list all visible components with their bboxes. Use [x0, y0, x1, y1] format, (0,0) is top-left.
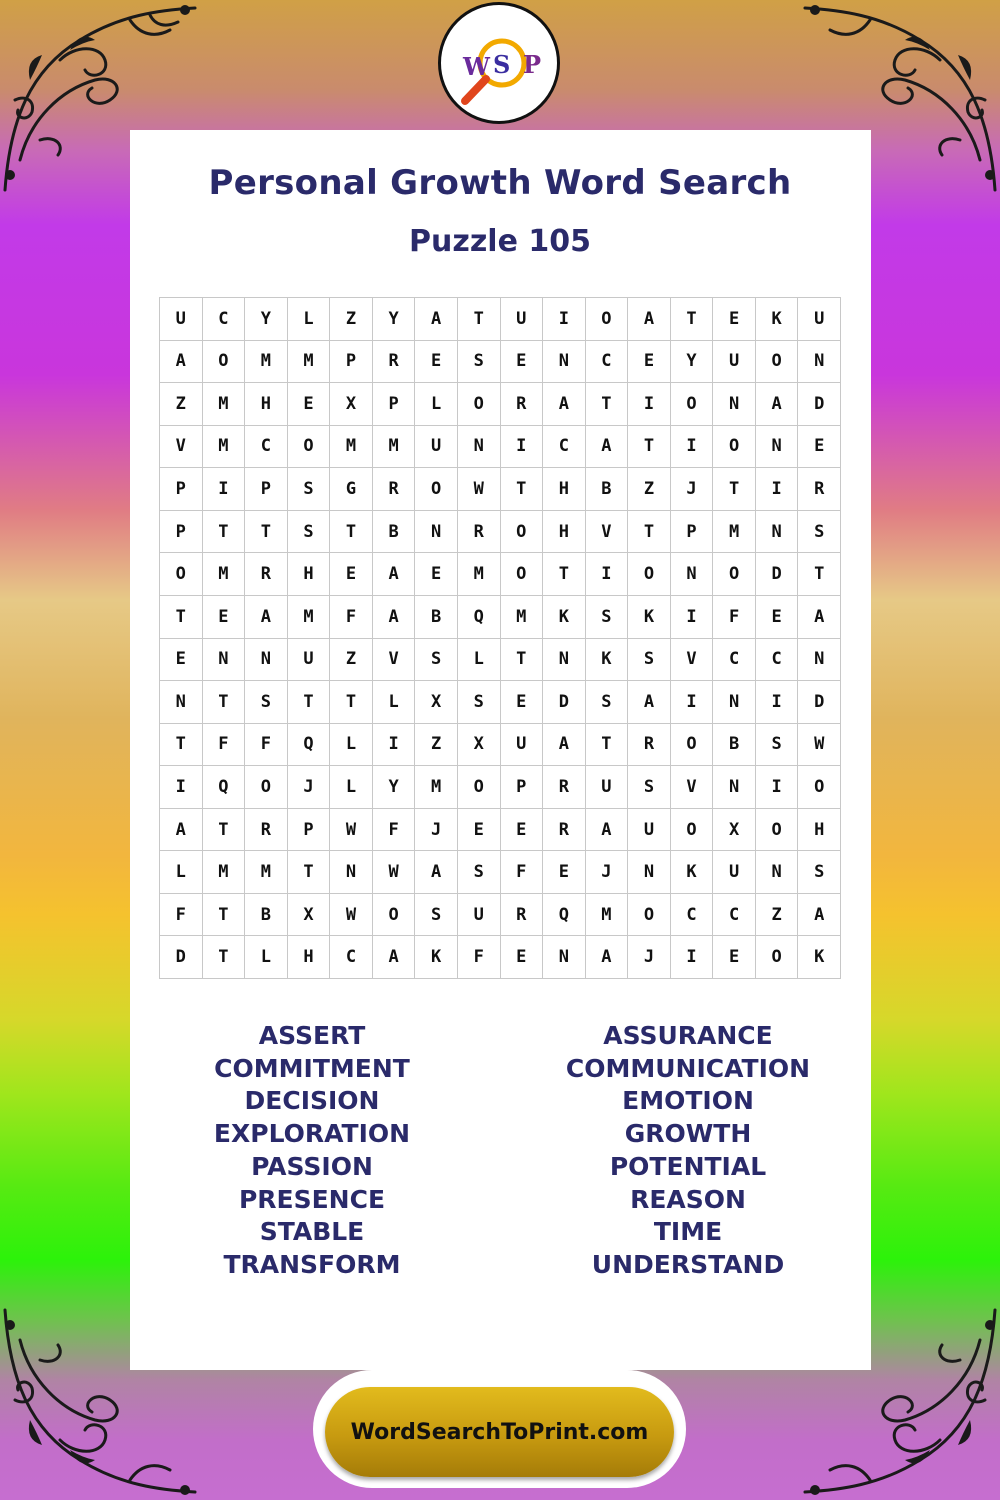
grid-cell[interactable]: A	[798, 894, 841, 937]
grid-cell[interactable]: U	[798, 298, 841, 341]
website-button[interactable]: WordSearchToPrint.com	[325, 1387, 674, 1477]
grid-cell[interactable]: A	[798, 596, 841, 639]
grid-cell[interactable]: Z	[628, 468, 671, 511]
grid-cell[interactable]: N	[160, 681, 203, 724]
grid-cell[interactable]: T	[713, 468, 756, 511]
word-list-item: PASSION	[251, 1151, 373, 1181]
grid-cell[interactable]: K	[628, 596, 671, 639]
word-list-item: PRESENCE	[238, 1184, 386, 1214]
grid-cell[interactable]: Y	[245, 298, 288, 341]
grid-cell[interactable]: O	[671, 724, 714, 767]
grid-cell[interactable]: N	[671, 553, 714, 596]
grid-cell[interactable]: O	[160, 553, 203, 596]
grid-cell[interactable]: T	[160, 724, 203, 767]
grid-cell[interactable]: E	[415, 341, 458, 384]
grid-cell[interactable]: S	[288, 511, 331, 554]
grid-cell[interactable]: Z	[160, 383, 203, 426]
grid-cell[interactable]: N	[203, 639, 246, 682]
word-list-item: ASSERT	[258, 1021, 366, 1050]
grid-cell[interactable]: H	[288, 553, 331, 596]
grid-cell[interactable]: M	[330, 426, 373, 469]
grid-cell[interactable]: X	[415, 681, 458, 724]
word-list-item: COMMUNICATION	[565, 1053, 811, 1083]
grid-cell[interactable]: S	[586, 681, 629, 724]
grid-cell[interactable]: N	[713, 766, 756, 809]
grid-cell[interactable]: Y	[373, 298, 416, 341]
grid-cell[interactable]: T	[586, 724, 629, 767]
grid-cell[interactable]: N	[756, 426, 799, 469]
grid-cell[interactable]: I	[671, 681, 714, 724]
grid-cell[interactable]: R	[543, 809, 586, 852]
grid-cell[interactable]: F	[458, 936, 501, 979]
grid-cell[interactable]: O	[756, 809, 799, 852]
grid-cell[interactable]: K	[756, 298, 799, 341]
grid-cell[interactable]: C	[330, 936, 373, 979]
grid-cell[interactable]: M	[713, 511, 756, 554]
grid-cell[interactable]: I	[756, 681, 799, 724]
grid-cell[interactable]: P	[160, 511, 203, 554]
grid-cell[interactable]: R	[501, 894, 544, 937]
grid-cell[interactable]: T	[501, 468, 544, 511]
grid-cell[interactable]: E	[713, 936, 756, 979]
grid-cell[interactable]: O	[501, 511, 544, 554]
grid-cell[interactable]: K	[415, 936, 458, 979]
grid-cell[interactable]: L	[330, 724, 373, 767]
grid-cell[interactable]: N	[756, 851, 799, 894]
grid-cell[interactable]: S	[458, 341, 501, 384]
grid-cell[interactable]: P	[160, 468, 203, 511]
grid-cell[interactable]: Q	[203, 766, 246, 809]
grid-cell[interactable]: U	[628, 809, 671, 852]
grid-cell[interactable]: M	[458, 553, 501, 596]
magnifier-icon	[441, 5, 557, 121]
grid-cell[interactable]: B	[713, 724, 756, 767]
grid-cell[interactable]: H	[288, 936, 331, 979]
grid-cell[interactable]: N	[798, 639, 841, 682]
grid-cell[interactable]: E	[203, 596, 246, 639]
grid-cell[interactable]: A	[160, 809, 203, 852]
word-list-item: STABLE	[259, 1217, 365, 1247]
grid-cell[interactable]: E	[288, 383, 331, 426]
grid-cell[interactable]: S	[415, 639, 458, 682]
grid-cell[interactable]: P	[288, 809, 331, 852]
grid-cell[interactable]: T	[330, 681, 373, 724]
grid-cell[interactable]: T	[458, 298, 501, 341]
grid-cell[interactable]: J	[288, 766, 331, 809]
grid-cell[interactable]: T	[543, 553, 586, 596]
word-list-left	[122, 1020, 502, 1282]
grid-cell[interactable]: D	[756, 553, 799, 596]
grid-cell[interactable]: I	[501, 426, 544, 469]
grid-cell[interactable]: L	[458, 639, 501, 682]
grid-cell[interactable]: H	[543, 511, 586, 554]
grid-cell[interactable]: C	[756, 639, 799, 682]
word-list-item: COMMITMENT	[214, 1053, 410, 1083]
grid-cell[interactable]: C	[586, 341, 629, 384]
grid-cell[interactable]: A	[586, 809, 629, 852]
grid-cell[interactable]: R	[245, 553, 288, 596]
grid-cell[interactable]: N	[713, 681, 756, 724]
grid-cell[interactable]: F	[203, 724, 246, 767]
grid-cell[interactable]: L	[160, 851, 203, 894]
grid-cell[interactable]: C	[671, 894, 714, 937]
grid-cell[interactable]: T	[203, 936, 246, 979]
grid-cell[interactable]: C	[245, 426, 288, 469]
grid-cell[interactable]: M	[373, 426, 416, 469]
grid-cell[interactable]: M	[203, 426, 246, 469]
grid-cell[interactable]: U	[415, 426, 458, 469]
grid-cell[interactable]: O	[458, 766, 501, 809]
grid-cell[interactable]: Z	[415, 724, 458, 767]
word-list-item: REASON	[630, 1184, 746, 1214]
grid-cell[interactable]: C	[713, 639, 756, 682]
grid-cell[interactable]: O	[756, 341, 799, 384]
grid-cell[interactable]: Q	[543, 894, 586, 937]
grid-cell[interactable]: M	[245, 851, 288, 894]
grid-cell[interactable]: W	[330, 894, 373, 937]
grid-cell[interactable]: Z	[756, 894, 799, 937]
grid-cell[interactable]: M	[203, 383, 246, 426]
grid-cell[interactable]: I	[586, 553, 629, 596]
grid-cell[interactable]: F	[330, 596, 373, 639]
grid-cell[interactable]: S	[458, 681, 501, 724]
grid-cell[interactable]: J	[628, 936, 671, 979]
grid-cell[interactable]: C	[543, 426, 586, 469]
grid-cell[interactable]: V	[586, 511, 629, 554]
grid-cell[interactable]: V	[160, 426, 203, 469]
grid-cell[interactable]: N	[415, 511, 458, 554]
grid-cell[interactable]: A	[415, 298, 458, 341]
grid-cell[interactable]: E	[713, 298, 756, 341]
grid-cell[interactable]: T	[203, 681, 246, 724]
grid-cell[interactable]: A	[756, 383, 799, 426]
grid-cell[interactable]: L	[288, 298, 331, 341]
grid-cell[interactable]: X	[288, 894, 331, 937]
grid-cell[interactable]: O	[458, 383, 501, 426]
grid-cell[interactable]: N	[458, 426, 501, 469]
grid-cell[interactable]: S	[458, 851, 501, 894]
grid-cell[interactable]: R	[245, 809, 288, 852]
word-list-right	[498, 1020, 878, 1282]
grid-cell[interactable]: B	[245, 894, 288, 937]
grid-cell[interactable]: H	[543, 468, 586, 511]
grid-cell[interactable]: K	[671, 851, 714, 894]
grid-cell[interactable]: K	[543, 596, 586, 639]
grid-cell[interactable]: A	[160, 341, 203, 384]
grid-cell[interactable]: W	[798, 724, 841, 767]
grid-cell[interactable]: N	[330, 851, 373, 894]
grid-cell[interactable]: T	[203, 894, 246, 937]
grid-cell[interactable]: T	[330, 511, 373, 554]
grid-cell[interactable]: F	[245, 724, 288, 767]
grid-cell[interactable]: N	[798, 341, 841, 384]
grid-cell[interactable]: K	[798, 936, 841, 979]
grid-cell[interactable]: O	[203, 341, 246, 384]
grid-cell[interactable]: O	[671, 383, 714, 426]
grid-cell[interactable]: M	[203, 553, 246, 596]
grid-cell[interactable]: D	[160, 936, 203, 979]
wsp-logo[interactable]	[438, 2, 560, 124]
grid-cell[interactable]: H	[798, 809, 841, 852]
grid-cell[interactable]: F	[373, 809, 416, 852]
grid-cell[interactable]: R	[798, 468, 841, 511]
grid-cell[interactable]: F	[713, 596, 756, 639]
grid-cell[interactable]: C	[203, 298, 246, 341]
grid-cell[interactable]: E	[628, 341, 671, 384]
logo-letter-s: S	[493, 50, 511, 79]
grid-cell[interactable]: T	[160, 596, 203, 639]
grid-cell[interactable]: S	[798, 511, 841, 554]
grid-cell[interactable]: O	[628, 894, 671, 937]
grid-cell[interactable]: X	[713, 809, 756, 852]
grid-cell[interactable]: T	[203, 511, 246, 554]
grid-cell[interactable]: O	[713, 426, 756, 469]
grid-cell[interactable]: U	[501, 298, 544, 341]
grid-cell[interactable]: R	[501, 383, 544, 426]
grid-cell[interactable]: S	[756, 724, 799, 767]
grid-cell[interactable]: S	[288, 468, 331, 511]
grid-cell[interactable]: R	[373, 341, 416, 384]
grid-cell[interactable]: A	[245, 596, 288, 639]
grid-cell[interactable]: W	[330, 809, 373, 852]
grid-cell[interactable]: T	[671, 298, 714, 341]
grid-cell[interactable]: F	[160, 894, 203, 937]
grid-cell[interactable]: Q	[288, 724, 331, 767]
grid-cell[interactable]: M	[501, 596, 544, 639]
grid-cell[interactable]: Z	[330, 298, 373, 341]
grid-cell[interactable]: X	[458, 724, 501, 767]
grid-cell[interactable]: S	[628, 766, 671, 809]
grid-cell[interactable]: T	[628, 426, 671, 469]
grid-cell[interactable]: O	[798, 766, 841, 809]
grid-cell[interactable]: Y	[373, 766, 416, 809]
grid-cell[interactable]: L	[330, 766, 373, 809]
grid-cell[interactable]: D	[798, 681, 841, 724]
grid-cell[interactable]: I	[160, 766, 203, 809]
grid-cell[interactable]: Y	[671, 341, 714, 384]
grid-cell[interactable]: R	[458, 511, 501, 554]
grid-cell[interactable]: O	[628, 553, 671, 596]
grid-cell[interactable]: E	[330, 553, 373, 596]
grid-cell[interactable]: T	[203, 809, 246, 852]
puzzle-number: Puzzle 105	[409, 224, 591, 259]
word-list-item: DECISION	[244, 1086, 380, 1116]
grid-cell[interactable]: I	[628, 383, 671, 426]
grid-cell[interactable]: N	[756, 511, 799, 554]
grid-cell[interactable]: T	[245, 511, 288, 554]
grid-cell[interactable]: T	[501, 639, 544, 682]
word-list-item: UNDERSTAND	[591, 1249, 785, 1279]
grid-cell[interactable]: U	[713, 851, 756, 894]
word-list-item: EMOTION	[622, 1086, 754, 1116]
grid-cell[interactable]: V	[671, 639, 714, 682]
grid-cell[interactable]: U	[713, 341, 756, 384]
grid-cell[interactable]: E	[501, 681, 544, 724]
grid-cell[interactable]: Q	[458, 596, 501, 639]
grid-cell[interactable]: M	[203, 851, 246, 894]
grid-cell[interactable]: N	[543, 936, 586, 979]
grid-cell[interactable]: O	[756, 936, 799, 979]
grid-cell[interactable]: P	[501, 766, 544, 809]
grid-cell[interactable]: B	[415, 596, 458, 639]
word-list-item: POTENTIAL	[609, 1151, 767, 1181]
grid-cell[interactable]: N	[543, 341, 586, 384]
grid-cell[interactable]: U	[586, 766, 629, 809]
grid-cell[interactable]: I	[756, 766, 799, 809]
grid-cell[interactable]: M	[586, 894, 629, 937]
grid-cell[interactable]: E	[798, 426, 841, 469]
grid-cell[interactable]: U	[160, 298, 203, 341]
letter-grid	[159, 297, 841, 979]
grid-cell[interactable]: U	[501, 724, 544, 767]
footer-badge	[313, 1370, 686, 1488]
grid-cell[interactable]: N	[628, 851, 671, 894]
grid-cell[interactable]: M	[245, 341, 288, 384]
grid-cell[interactable]: O	[586, 298, 629, 341]
grid-cell[interactable]: M	[415, 766, 458, 809]
grid-cell[interactable]: G	[330, 468, 373, 511]
grid-cell[interactable]: O	[713, 553, 756, 596]
logo-letter-w: W	[463, 52, 490, 81]
word-list-item: ASSURANCE	[603, 1021, 773, 1050]
grid-cell[interactable]: D	[798, 383, 841, 426]
grid-cell[interactable]: O	[671, 809, 714, 852]
grid-cell[interactable]: O	[373, 894, 416, 937]
logo-letter-p: P	[523, 50, 542, 79]
grid-cell[interactable]: J	[415, 809, 458, 852]
grid-cell[interactable]: Z	[330, 639, 373, 682]
grid-cell[interactable]: B	[586, 468, 629, 511]
grid-cell[interactable]: A	[373, 553, 416, 596]
grid-cell[interactable]: T	[288, 851, 331, 894]
grid-cell[interactable]: W	[458, 468, 501, 511]
grid-cell[interactable]: S	[586, 596, 629, 639]
grid-cell[interactable]: D	[543, 681, 586, 724]
grid-cell[interactable]: A	[586, 936, 629, 979]
grid-cell[interactable]: T	[798, 553, 841, 596]
grid-cell[interactable]: I	[543, 298, 586, 341]
grid-cell[interactable]: O	[288, 426, 331, 469]
grid-cell[interactable]: A	[415, 851, 458, 894]
grid-cell[interactable]: R	[628, 724, 671, 767]
grid-cell[interactable]: O	[245, 766, 288, 809]
grid-cell[interactable]: E	[160, 639, 203, 682]
grid-cell[interactable]: L	[373, 681, 416, 724]
page-title: Personal Growth Word Search	[208, 163, 792, 203]
grid-cell[interactable]: S	[628, 639, 671, 682]
grid-cell[interactable]: S	[415, 894, 458, 937]
grid-cell[interactable]: A	[628, 681, 671, 724]
grid-cell[interactable]: X	[330, 383, 373, 426]
grid-cell[interactable]: S	[798, 851, 841, 894]
grid-cell[interactable]: E	[756, 596, 799, 639]
grid-cell[interactable]: P	[373, 383, 416, 426]
grid-cell[interactable]: E	[501, 809, 544, 852]
grid-cell[interactable]: E	[501, 936, 544, 979]
grid-cell[interactable]: A	[586, 426, 629, 469]
grid-cell[interactable]: B	[373, 511, 416, 554]
grid-cell[interactable]: N	[543, 639, 586, 682]
grid-cell[interactable]: U	[288, 639, 331, 682]
grid-cell[interactable]: T	[288, 681, 331, 724]
grid-cell[interactable]: A	[543, 724, 586, 767]
grid-cell[interactable]: J	[671, 468, 714, 511]
grid-cell[interactable]: A	[373, 936, 416, 979]
grid-cell[interactable]: L	[245, 936, 288, 979]
grid-cell[interactable]: V	[373, 639, 416, 682]
grid-cell[interactable]: R	[543, 766, 586, 809]
grid-cell[interactable]: L	[415, 383, 458, 426]
grid-cell[interactable]: N	[713, 383, 756, 426]
word-list-item: EXPLORATION	[213, 1119, 411, 1149]
grid-cell[interactable]: O	[501, 553, 544, 596]
word-list-item: GROWTH	[624, 1119, 752, 1149]
grid-cell[interactable]: M	[288, 341, 331, 384]
grid-cell[interactable]: M	[288, 596, 331, 639]
grid-cell[interactable]: I	[671, 426, 714, 469]
grid-cell[interactable]: V	[671, 766, 714, 809]
grid-cell[interactable]: J	[586, 851, 629, 894]
grid-cell[interactable]: W	[373, 851, 416, 894]
grid-cell[interactable]: T	[586, 383, 629, 426]
grid-cell[interactable]: P	[245, 468, 288, 511]
grid-cell[interactable]: U	[458, 894, 501, 937]
grid-cell[interactable]: R	[373, 468, 416, 511]
grid-cell[interactable]: T	[628, 511, 671, 554]
grid-cell[interactable]: E	[415, 553, 458, 596]
grid-cell[interactable]: H	[245, 383, 288, 426]
grid-cell[interactable]: S	[245, 681, 288, 724]
grid-cell[interactable]: F	[501, 851, 544, 894]
grid-cell[interactable]: C	[713, 894, 756, 937]
grid-cell[interactable]: I	[373, 724, 416, 767]
grid-cell[interactable]: I	[203, 468, 246, 511]
word-list-item: TRANSFORM	[223, 1249, 401, 1279]
grid-cell[interactable]: A	[543, 383, 586, 426]
grid-cell[interactable]: A	[373, 596, 416, 639]
grid-cell[interactable]: K	[586, 639, 629, 682]
grid-cell[interactable]: I	[756, 468, 799, 511]
grid-cell[interactable]: E	[543, 851, 586, 894]
grid-cell[interactable]: I	[671, 936, 714, 979]
grid-cell[interactable]: E	[458, 809, 501, 852]
grid-cell[interactable]: I	[671, 596, 714, 639]
word-list-item: TIME	[653, 1217, 723, 1247]
grid-cell[interactable]: P	[330, 341, 373, 384]
grid-cell[interactable]: E	[501, 341, 544, 384]
grid-cell[interactable]: N	[245, 639, 288, 682]
grid-cell[interactable]: P	[671, 511, 714, 554]
grid-cell[interactable]: O	[415, 468, 458, 511]
grid-cell[interactable]: A	[628, 298, 671, 341]
